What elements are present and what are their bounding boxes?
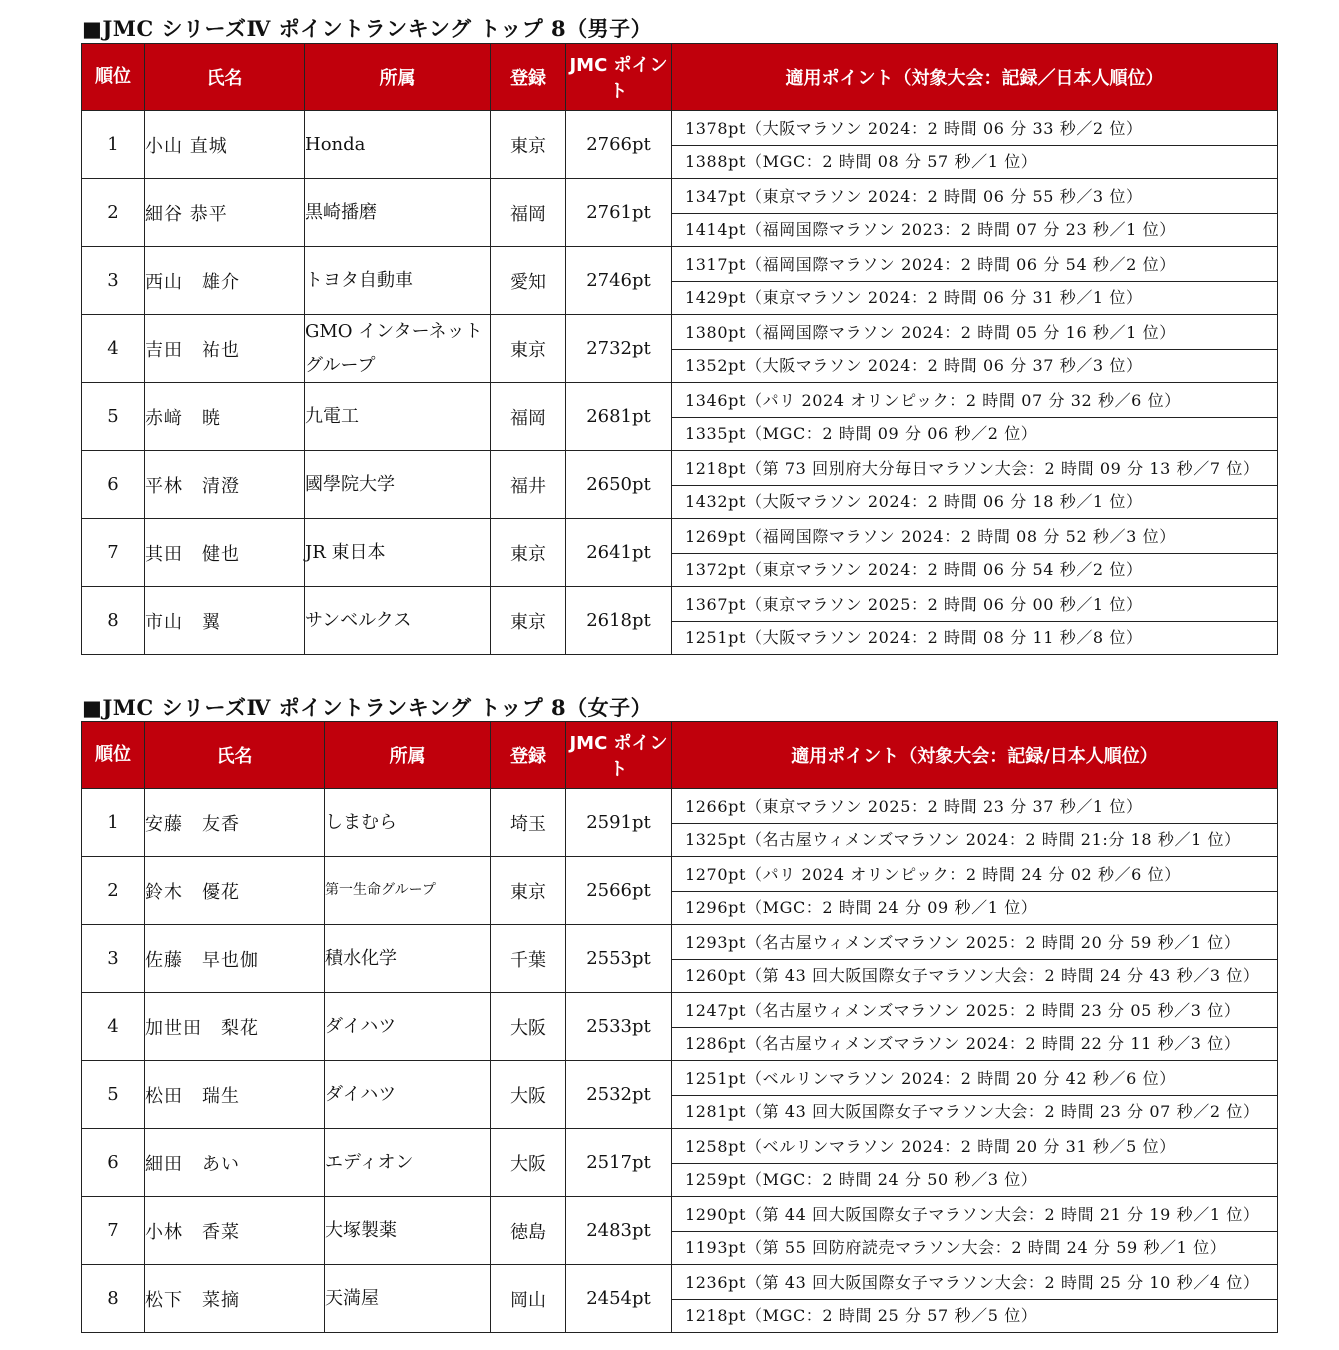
athlete-name-cell: 平林 清澄: [145, 451, 305, 519]
rank-cell: 7: [82, 519, 145, 587]
points-detail-line: 1258pt（ベルリンマラソン 2024：2 時間 20 分 31 秒／5 位）: [685, 1136, 1176, 1156]
registration-cell: 東京: [491, 111, 566, 179]
registration-cell: 福岡: [491, 179, 566, 247]
points-detail-line: 1218pt（MGC：2 時間 25 分 57 秒／5 位）: [672, 1299, 1277, 1332]
athlete-name-cell: 小山 直城: [145, 111, 305, 179]
points-detail-cell: [672, 247, 1278, 315]
total-points-cell: 2650pt: [566, 451, 672, 519]
points-detail-cell: [672, 1061, 1278, 1129]
rank-cell: 2: [82, 857, 145, 925]
affiliation-cell: JR 東日本: [305, 519, 491, 587]
points-detail-line: 1269pt（福岡国際マラソン 2024：2 時間 08 分 52 秒／3 位）: [685, 526, 1176, 546]
points-detail-line: 1325pt（名古屋ウィメンズマラソン 2024：2 時間 21:分 18 秒／1 位）: [672, 823, 1277, 856]
affiliation-cell: ダイハツ: [325, 1061, 491, 1129]
athlete-name-cell: 鈴木 優花: [145, 857, 325, 925]
table-row: [82, 179, 1278, 247]
affiliation-cell: サンベルクス: [305, 587, 491, 655]
women-ranking-table: [81, 721, 1278, 1333]
points-detail-cell: [672, 1129, 1278, 1197]
registration-cell: 大阪: [491, 993, 566, 1061]
registration-cell: 東京: [491, 857, 566, 925]
points-detail-line: 1293pt（名古屋ウィメンズマラソン 2025：2 時間 20 分 59 秒／1 位）: [685, 932, 1241, 952]
points-detail-header: 適用ポイント（対象大会：記録／日本人順位）: [672, 44, 1278, 111]
points-detail-line: 1388pt（MGC：2 時間 08 分 57 秒／1 位）: [672, 145, 1277, 178]
rank-cell: 8: [82, 587, 145, 655]
points-detail-line: 1281pt（第 43 回大阪国際女子マラソン大会：2 時間 23 分 07 秒／2 位）: [672, 1095, 1277, 1128]
points-detail-cell: [672, 383, 1278, 451]
table-row: [82, 925, 1278, 993]
athlete-name-cell: 細谷 恭平: [145, 179, 305, 247]
name-header: 氏名: [145, 44, 305, 111]
registration-cell: 埼玉: [491, 789, 566, 857]
affiliation-cell: しまむら: [325, 789, 491, 857]
points-detail-cell: [672, 857, 1278, 925]
points-detail-line: 1259pt（MGC：2 時間 24 分 50 秒／3 位）: [672, 1163, 1277, 1196]
rank-cell: 1: [82, 111, 145, 179]
affiliation-cell: 國學院大学: [305, 451, 491, 519]
affiliation-cell: GMO インターネットグループ: [305, 315, 491, 383]
registration-cell: 東京: [491, 519, 566, 587]
rank-cell: 2: [82, 179, 145, 247]
affiliation-cell: 九電工: [305, 383, 491, 451]
table-row: [82, 857, 1278, 925]
table-row: [82, 993, 1278, 1061]
points-detail-cell: [672, 925, 1278, 993]
athlete-name-cell: 松下 菜摘: [145, 1265, 325, 1333]
athlete-name-cell: 安藤 友香: [145, 789, 325, 857]
affiliation-cell: 天満屋: [325, 1265, 491, 1333]
registration-header: 登録: [491, 722, 566, 789]
points-detail-line: 1346pt（パリ 2024 オリンピック：2 時間 07 分 32 秒／6 位）: [685, 390, 1181, 410]
affiliation-cell: 積水化学: [325, 925, 491, 993]
affiliation-cell: ダイハツ: [325, 993, 491, 1061]
total-points-cell: 2483pt: [566, 1197, 672, 1265]
athlete-name-cell: 佐藤 早也伽: [145, 925, 325, 993]
affiliation-header: 所属: [305, 44, 491, 111]
rank-cell: 6: [82, 1129, 145, 1197]
registration-cell: 大阪: [491, 1129, 566, 1197]
registration-cell: 福井: [491, 451, 566, 519]
points-detail-line: 1260pt（第 43 回大阪国際女子マラソン大会：2 時間 24 分 43 秒／3 位）: [672, 959, 1277, 992]
athlete-name-cell: 市山 翼: [145, 587, 305, 655]
points-detail-line: 1380pt（福岡国際マラソン 2024：2 時間 05 分 16 秒／1 位）: [685, 322, 1176, 342]
points-detail-line: 1251pt（大阪マラソン 2024：2 時間 08 分 11 秒／8 位）: [672, 621, 1277, 654]
registration-cell: 福岡: [491, 383, 566, 451]
points-detail-line: 1317pt（福岡国際マラソン 2024：2 時間 06 分 54 秒／2 位）: [685, 254, 1176, 274]
points-detail-line: 1251pt（ベルリンマラソン 2024：2 時間 20 分 42 秒／6 位）: [685, 1068, 1176, 1088]
points-detail-cell: [672, 1265, 1278, 1333]
points-detail-line: 1247pt（名古屋ウィメンズマラソン 2025：2 時間 23 分 05 秒／3 位）: [685, 1000, 1241, 1020]
athlete-name-cell: 其田 健也: [145, 519, 305, 587]
rank-cell: 3: [82, 925, 145, 993]
total-points-cell: 2746pt: [566, 247, 672, 315]
points-detail-line: 1352pt（大阪マラソン 2024：2 時間 06 分 37 秒／3 位）: [672, 349, 1277, 382]
rank-header: 順位: [82, 44, 145, 111]
total-points-cell: 2591pt: [566, 789, 672, 857]
affiliation-cell: 大塚製薬: [325, 1197, 491, 1265]
table-row: [82, 111, 1278, 179]
affiliation-cell: エディオン: [325, 1129, 491, 1197]
athlete-name-cell: 赤﨑 暁: [145, 383, 305, 451]
points-detail-line: 1367pt（東京マラソン 2025：2 時間 06 分 00 秒／1 位）: [685, 594, 1143, 614]
registration-cell: 東京: [491, 587, 566, 655]
total-points-cell: 2532pt: [566, 1061, 672, 1129]
points-detail-line: 1296pt（MGC：2 時間 24 分 09 秒／1 位）: [672, 891, 1277, 924]
athlete-name-cell: 西山 雄介: [145, 247, 305, 315]
registration-header: 登録: [491, 44, 566, 111]
total-points-cell: 2566pt: [566, 857, 672, 925]
points-detail-cell: [672, 587, 1278, 655]
rank-cell: 5: [82, 383, 145, 451]
total-points-cell: 2641pt: [566, 519, 672, 587]
points-detail-cell: [672, 111, 1278, 179]
points-detail-line: 1286pt（名古屋ウィメンズマラソン 2024：2 時間 22 分 11 秒／3 位）: [672, 1027, 1277, 1060]
rank-cell: 6: [82, 451, 145, 519]
points-detail-cell: [672, 789, 1278, 857]
registration-cell: 岡山: [491, 1265, 566, 1333]
points-detail-line: 1290pt（第 44 回大阪国際女子マラソン大会：2 時間 21 分 19 秒／1 位）: [685, 1204, 1260, 1224]
points-detail-cell: [672, 451, 1278, 519]
total-points-cell: 2517pt: [566, 1129, 672, 1197]
athlete-name-cell: 小林 香菜: [145, 1197, 325, 1265]
table-row: [82, 315, 1278, 383]
points-detail-line: 1270pt（パリ 2024 オリンピック：2 時間 24 分 02 秒／6 位）: [685, 864, 1181, 884]
total-points-cell: 2533pt: [566, 993, 672, 1061]
affiliation-cell: 第一生命グループ: [325, 857, 491, 925]
table-row: [82, 247, 1278, 315]
athlete-name-cell: 松田 瑞生: [145, 1061, 325, 1129]
points-detail-header: 適用ポイント（対象大会：記録/日本人順位）: [672, 722, 1278, 789]
points-detail-line: 1193pt（第 55 回防府読売マラソン大会：2 時間 24 分 59 秒／1 位）: [672, 1231, 1277, 1264]
points-detail-line: 1236pt（第 43 回大阪国際女子マラソン大会：2 時間 25 分 10 秒／4 位）: [685, 1272, 1260, 1292]
rank-cell: 1: [82, 789, 145, 857]
table-row: [82, 383, 1278, 451]
affiliation-header: 所属: [325, 722, 491, 789]
rank-cell: 3: [82, 247, 145, 315]
men-section-title: ■JMC シリーズⅣ ポイントランキング トップ 8（男子）: [82, 16, 653, 41]
table-row: [82, 1129, 1278, 1197]
points-detail-cell: [672, 993, 1278, 1061]
rank-header: 順位: [82, 722, 145, 789]
points-detail-line: 1372pt（東京マラソン 2024：2 時間 06 分 54 秒／2 位）: [672, 553, 1277, 586]
points-detail-line: 1218pt（第 73 回別府大分毎日マラソン大会：2 時間 09 分 13 秒／7 位）: [685, 458, 1260, 478]
points-detail-line: 1378pt（大阪マラソン 2024：2 時間 06 分 33 秒／2 位）: [685, 118, 1143, 138]
name-header: 氏名: [145, 722, 325, 789]
registration-cell: 東京: [491, 315, 566, 383]
registration-cell: 愛知: [491, 247, 566, 315]
points-header: JMC ポイント: [566, 44, 672, 111]
total-points-cell: 2732pt: [566, 315, 672, 383]
affiliation-cell: Honda: [305, 111, 491, 179]
rank-cell: 5: [82, 1061, 145, 1129]
points-detail-line: 1347pt（東京マラソン 2024：2 時間 06 分 55 秒／3 位）: [685, 186, 1143, 206]
total-points-cell: 2553pt: [566, 925, 672, 993]
total-points-cell: 2761pt: [566, 179, 672, 247]
rank-cell: 4: [82, 993, 145, 1061]
table-row: [82, 789, 1278, 857]
men-ranking-table: [81, 43, 1278, 655]
athlete-name-cell: 加世田 梨花: [145, 993, 325, 1061]
table-row: [82, 1197, 1278, 1265]
total-points-cell: 2681pt: [566, 383, 672, 451]
affiliation-cell: 黒崎播磨: [305, 179, 491, 247]
table-row: [82, 519, 1278, 587]
points-detail-line: 1266pt（東京マラソン 2025：2 時間 23 分 37 秒／1 位）: [685, 796, 1143, 816]
points-detail-line: 1429pt（東京マラソン 2024：2 時間 06 分 31 秒／1 位）: [672, 281, 1277, 314]
registration-cell: 千葉: [491, 925, 566, 993]
athlete-name-cell: 細田 あい: [145, 1129, 325, 1197]
rank-cell: 4: [82, 315, 145, 383]
registration-cell: 徳島: [491, 1197, 566, 1265]
table-row: [82, 451, 1278, 519]
points-detail-line: 1432pt（大阪マラソン 2024：2 時間 06 分 18 秒／1 位）: [672, 485, 1277, 518]
points-detail-line: 1414pt（福岡国際マラソン 2023：2 時間 07 分 23 秒／1 位）: [672, 213, 1277, 246]
points-detail-cell: [672, 519, 1278, 587]
points-detail-cell: [672, 179, 1278, 247]
rank-cell: 8: [82, 1265, 145, 1333]
points-detail-cell: [672, 315, 1278, 383]
registration-cell: 大阪: [491, 1061, 566, 1129]
table-row: [82, 1061, 1278, 1129]
table-row: [82, 1265, 1278, 1333]
points-detail-cell: [672, 1197, 1278, 1265]
affiliation-cell: トヨタ自動車: [305, 247, 491, 315]
total-points-cell: 2766pt: [566, 111, 672, 179]
athlete-name-cell: 吉田 祐也: [145, 315, 305, 383]
rank-cell: 7: [82, 1197, 145, 1265]
total-points-cell: 2618pt: [566, 587, 672, 655]
women-section-title: ■JMC シリーズⅣ ポイントランキング トップ 8（女子）: [82, 695, 653, 720]
total-points-cell: 2454pt: [566, 1265, 672, 1333]
points-detail-line: 1335pt（MGC：2 時間 09 分 06 秒／2 位）: [672, 417, 1277, 450]
table-row: [82, 587, 1278, 655]
points-header: JMC ポイント: [566, 722, 672, 789]
